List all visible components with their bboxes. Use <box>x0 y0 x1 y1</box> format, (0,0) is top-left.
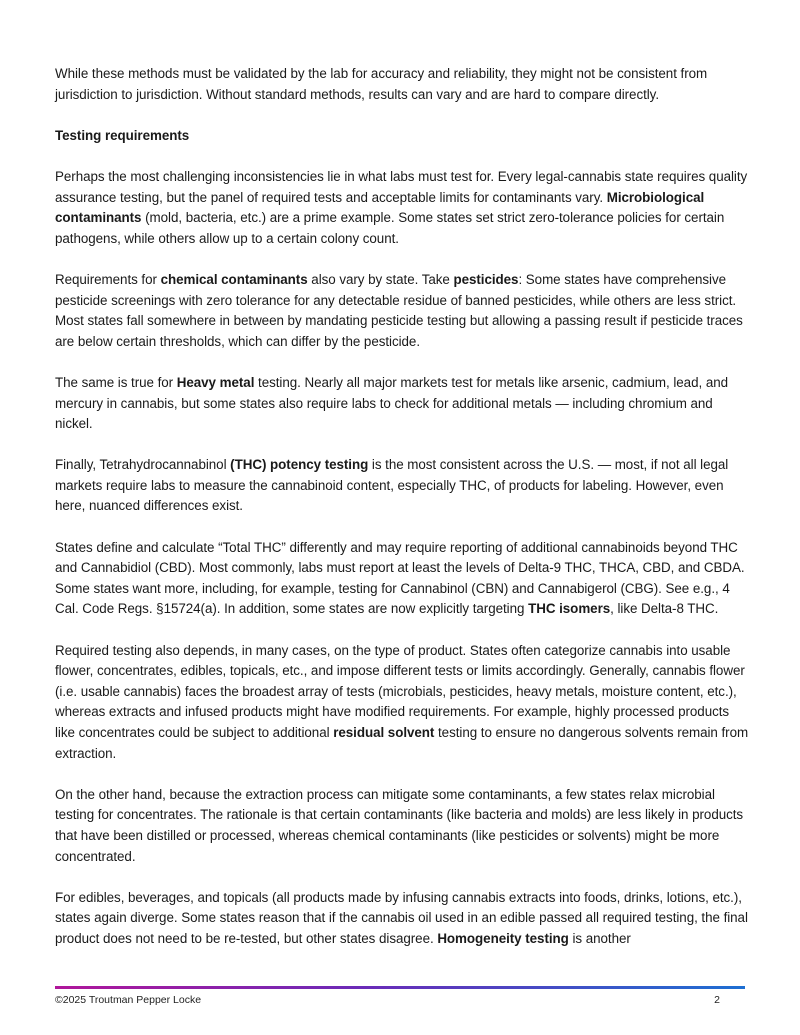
paragraph-methods: While these methods must be validated by the lab for accuracy and reliability, they might not be consistent from jurisdiction to jurisdiction. Without standard methods, results can vary and are hard to compare directly. <box>55 66 708 102</box>
section-heading-testing-requirements: Testing requirements <box>55 127 190 143</box>
paragraph-product-type: Required testing also depends, in many cases, on the type of product. States often categorize cannabis into usable flower, concentrates, edibles, topicals, etc., and impose different tests or limits accordingly. Generally, cannabis flower (i.e. usable cannabis) faces the broadest array of tests (microbials, pesticides, heavy metals, moisture content, etc.), whereas extracts and infused products might have modified requirements. For example, highly processed products like concentrates could be subject to additional residual solvent testing to ensure no dangerous solvents remain from extraction. <box>55 642 749 761</box>
bold-heavy-metal: Heavy metal <box>176 374 255 390</box>
bold-thc-potency: (THC) potency testing <box>230 457 369 473</box>
paragraph-inconsistencies: Perhaps the most challenging inconsistencies lie in what labs must test for. Every legal-cannabis state requires quality assurance testing, but the panel of required tests and acceptable limits for contaminants vary. Microbiological contaminants (mold, bacteria, etc.) are a prime example. Some states set strict zero-tolerance policies for certain pathogens, while others allow up to a certain colony count. <box>55 168 748 246</box>
bold-microbiological: Microbiological contaminants <box>55 189 705 226</box>
paragraph-thc-potency: Finally, Tetrahydrocannabinol (THC) potency testing is the most consistent across the U.S. — most, if not all legal markets require labs to measure the cannabinoid content, especially THC, of products for labeling. However, even here, nuanced differences exist. <box>55 457 729 514</box>
bold-thc-isomers: THC isomers <box>528 601 611 617</box>
bold-residual-solvent: residual solvent <box>333 725 435 740</box>
footer-divider <box>55 986 745 989</box>
paragraph-chemical: Requirements for chemical contaminants also vary by state. Take pesticides: Some states have comprehensive pesticide screenings with zero tolerance for any detectable residue of banned pesticides, while others are less strict. Most states fall somewhere in between by mandating pesticide testing but allowing a passing result if pesticide traces are below certain thresholds, which can differ by the pesticide. <box>55 271 743 349</box>
paragraph-heavy-metal: The same is true for Heavy metal testing. Nearly all major markets test for metals like arsenic, cadmium, lead, and mercury in cannabis, but some states also require labs to check for additional metals — including chromium and nickel. <box>55 374 729 432</box>
bold-homogeneity: Homogeneity testing <box>437 930 569 946</box>
bold-pesticides: pesticides <box>453 271 519 287</box>
paragraph-edibles: For edibles, beverages, and topicals (all products made by infusing cannabis extracts into foods, drinks, lotions, etc.), states again diverge. Some states reason that if the cannabis oil used in an edible passed all required testing, the final product does not need to be re-tested, but other states disagree. Homogeneity testing is another <box>55 889 748 946</box>
page-number: 2 <box>714 994 720 1006</box>
bold-chemical-contaminants: chemical contaminants <box>160 271 308 287</box>
footer-copyright: ©2025 Troutman Pepper Locke <box>55 994 202 1006</box>
paragraph-total-thc: States define and calculate “Total THC” differently and may require reporting of additional cannabinoids beyond THC and Cannabidiol (CBD). Most commonly, labs must report at least the levels of Delta-9 THC, THCA, CBD, and CBDA. Some states want more, including, for example, testing for Cannabinol (CBN) and Cannabigerol (CBG). See e.g., 4 Cal. Code Regs. §15724(a). In addition, some states are now explicitly targeting THC isomers, like Delta-8 THC. <box>55 539 745 617</box>
body-text <box>55 64 751 970</box>
paragraph-extraction: On the other hand, because the extraction process can mitigate some contaminants, a few states relax microbial testing for concentrates. The rationale is that certain contaminants (like bacteria and molds) are less likely in products that have been distilled or processed, whereas chemical contaminants (like pesticides or solvents) might be more concentrated. <box>55 786 744 864</box>
